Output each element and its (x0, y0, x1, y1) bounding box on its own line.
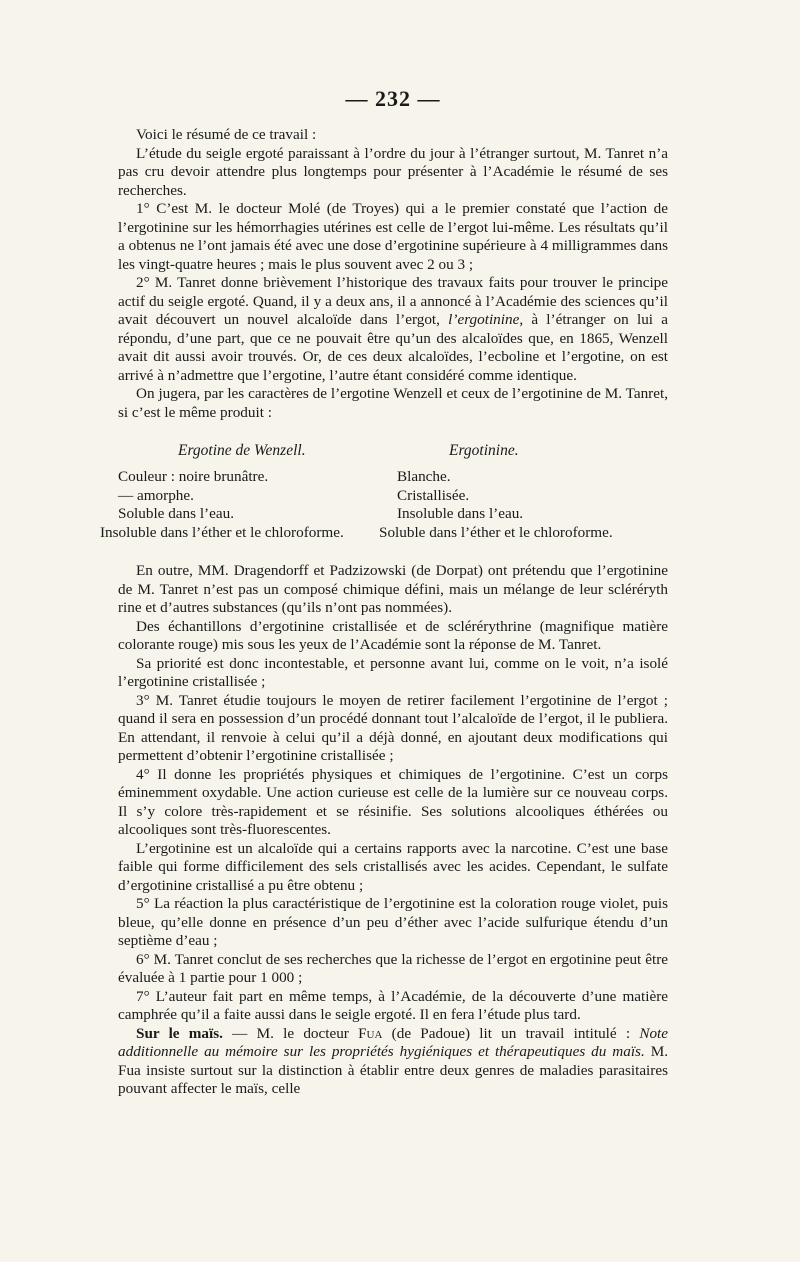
italic-term: l’ergotinine (448, 311, 520, 328)
paragraph: Sa priorité est donc incontestable, et personne avant lui, comme on le voit, n’a isolé l’ergotinine cristallisée ; (118, 654, 668, 690)
text-run: (de Padoue) lit un travail intitulé : (382, 1024, 640, 1042)
paragraph: Des échantillons d’ergotinine cristallisée et de sclérérythrine (magnifique matière colorante rouge) mis sous les yeux de l’Académie sont la réponse de M. Tanret. (118, 617, 668, 653)
comparison-table (100, 468, 668, 542)
paragraph: L’ergotinine est un alcaloïde qui a certains rapports avec la narcotine. C’est une base faible qui forme difficilement des sels cristallisés avec les acides. Cependant, le sulfate d’ergotinine cristallisé a pu être obtenu ; (118, 839, 668, 894)
table-row (118, 468, 668, 487)
intro-paragraph: Voici le résumé de ce travail : (136, 126, 317, 143)
table-row (118, 524, 668, 543)
text-run: M. Fua insiste surtout sur la distinction à établir entre deux genres de maladies parasitaires pouvant affecter le maïs, celle (118, 1043, 668, 1097)
body-text (100, 126, 668, 1099)
paragraph: 4° Il donne les propriétés physiques et chimiques de l’ergotinine. C’est un corps éminemment oxydable. Une action curieuse est celle de la lumière sur ce nouveau corps. Il s’y colore très-rapidement et se résinifie. Ses solutions alcooliques éthérées ou alcooliques sont très-fluorescentes. (118, 765, 668, 838)
left-cell: Couleur : noire brunâtre. (118, 468, 269, 485)
section-heading: Sur le maïs. (136, 1024, 223, 1042)
table-row (118, 487, 668, 506)
work-title: Note additionnelle au mémoire sur les propriétés hygiéniques et thérapeutiques du maïs. (118, 1024, 668, 1060)
paragraph: 1° C’est M. le docteur Molé (de Troyes) qui a le premier constaté que l’action de l’ergotinine sur les hémorrhagies utérines est celle de l’ergot lui-même. Les résultats qu’il a obtenus ne l’ont jamais été avec une dose d’ergotinine supérieure à 4 milligrammes dans les vingt-quatre heures ; mais le plus souvent avec 2 ou 3 ; (118, 200, 668, 273)
paragraph (118, 274, 668, 385)
paragraph: 5° La réaction la plus caractéristique de l’ergotinine est la coloration rouge violet, puis bleue, qu’elle donne en présence d’un peu d’éther avec l’acide sulfurique étendu d’un septième d’eau ; (118, 895, 668, 949)
paragraph: L’étude du seigle ergoté paraissant à l’ordre du jour à l’étranger surtout, M. Tanret n’a pas cru devoir attendre plus longtemps pour présenter à l’Académie le résumé de ses recherches. (118, 144, 668, 199)
left-cell: Insoluble dans l’éther et le chloroforme. (100, 523, 344, 541)
author-name: Fua (358, 1024, 383, 1042)
paragraph: On jugera, par les caractères de l’ergotine Wenzell et ceux de l’ergotinine de M. Tanret, si c’est le même produit : (118, 385, 668, 421)
right-cell: Blanche. (397, 468, 451, 485)
right-column-title: Ergotinine. (449, 442, 519, 459)
left-cell: Soluble dans l’eau. (118, 505, 234, 522)
right-cell: Soluble dans l’éther et le chloroforme. (379, 523, 613, 541)
paragraph: 6° M. Tanret conclut de ses recherches que la richesse de l’ergot en ergotinine peut être évaluée à 1 partie pour 1 000 ; (118, 950, 668, 986)
text-run: 2° M. Tanret donne brièvement l’historique des travaux faits pour trouver le principe actif du seigle ergoté. Quand, il y a deux ans, il a annoncé à l’Académie des sciences qu’il avait découvert un nouvel alcaloïde dans l’ergot, (118, 274, 668, 328)
text-run: — M. le docteur (222, 1024, 359, 1042)
right-cell: Cristallisée. (397, 486, 470, 504)
table-row (118, 505, 668, 524)
paragraph: En outre, MM. Dragendorff et Padzizowski (de Dorpat) ont prétendu que l’ergotinine de M. Tanret n’est pas un composé chimique défini, mais un mélange de leur scléréryth rine et d’autres substances (qu’ils n’ont pas nommées). (118, 562, 668, 616)
page-number: — 232 — (345, 86, 441, 111)
text-run: , à l’étranger on lui a répondu, d’une part, que ce ne pouvait être qu’un des alcaloïdes que, en 1865, Wenzell avait dit aussi avoir trouvés. Or, de ces deux alcaloïdes, l’ecboline et l’ergotine, on est arrivé à n’admettre que l’ergotine, l’autre étant considéré comme identique. (118, 311, 668, 384)
left-cell: — amorphe. (118, 486, 194, 504)
right-cell: Insoluble dans l’eau. (397, 505, 524, 522)
left-column-title: Ergotine de Wenzell. (178, 442, 306, 459)
comparison-header (118, 442, 668, 460)
paragraph: 7° L’auteur fait part en même temps, à l’Académie, de la découverte d’une matière camphrée qu’il a faite aussi dans le seigle ergoté. Il en fera l’étude plus tard. (118, 987, 668, 1023)
paragraph: 3° M. Tanret étudie toujours le moyen de retirer facilement l’ergotinine de l’ergot ; quand il sera en possession d’un procédé donnant tout l’alcaloïde de l’ergot, il le publiera. En attendant, il renvoie à celui qu’il a déjà donné, en ajoutant deux modifications qui permettent d’obtenir l’ergotinine cristallisée ; (118, 691, 668, 764)
section-paragraph (118, 1025, 668, 1099)
